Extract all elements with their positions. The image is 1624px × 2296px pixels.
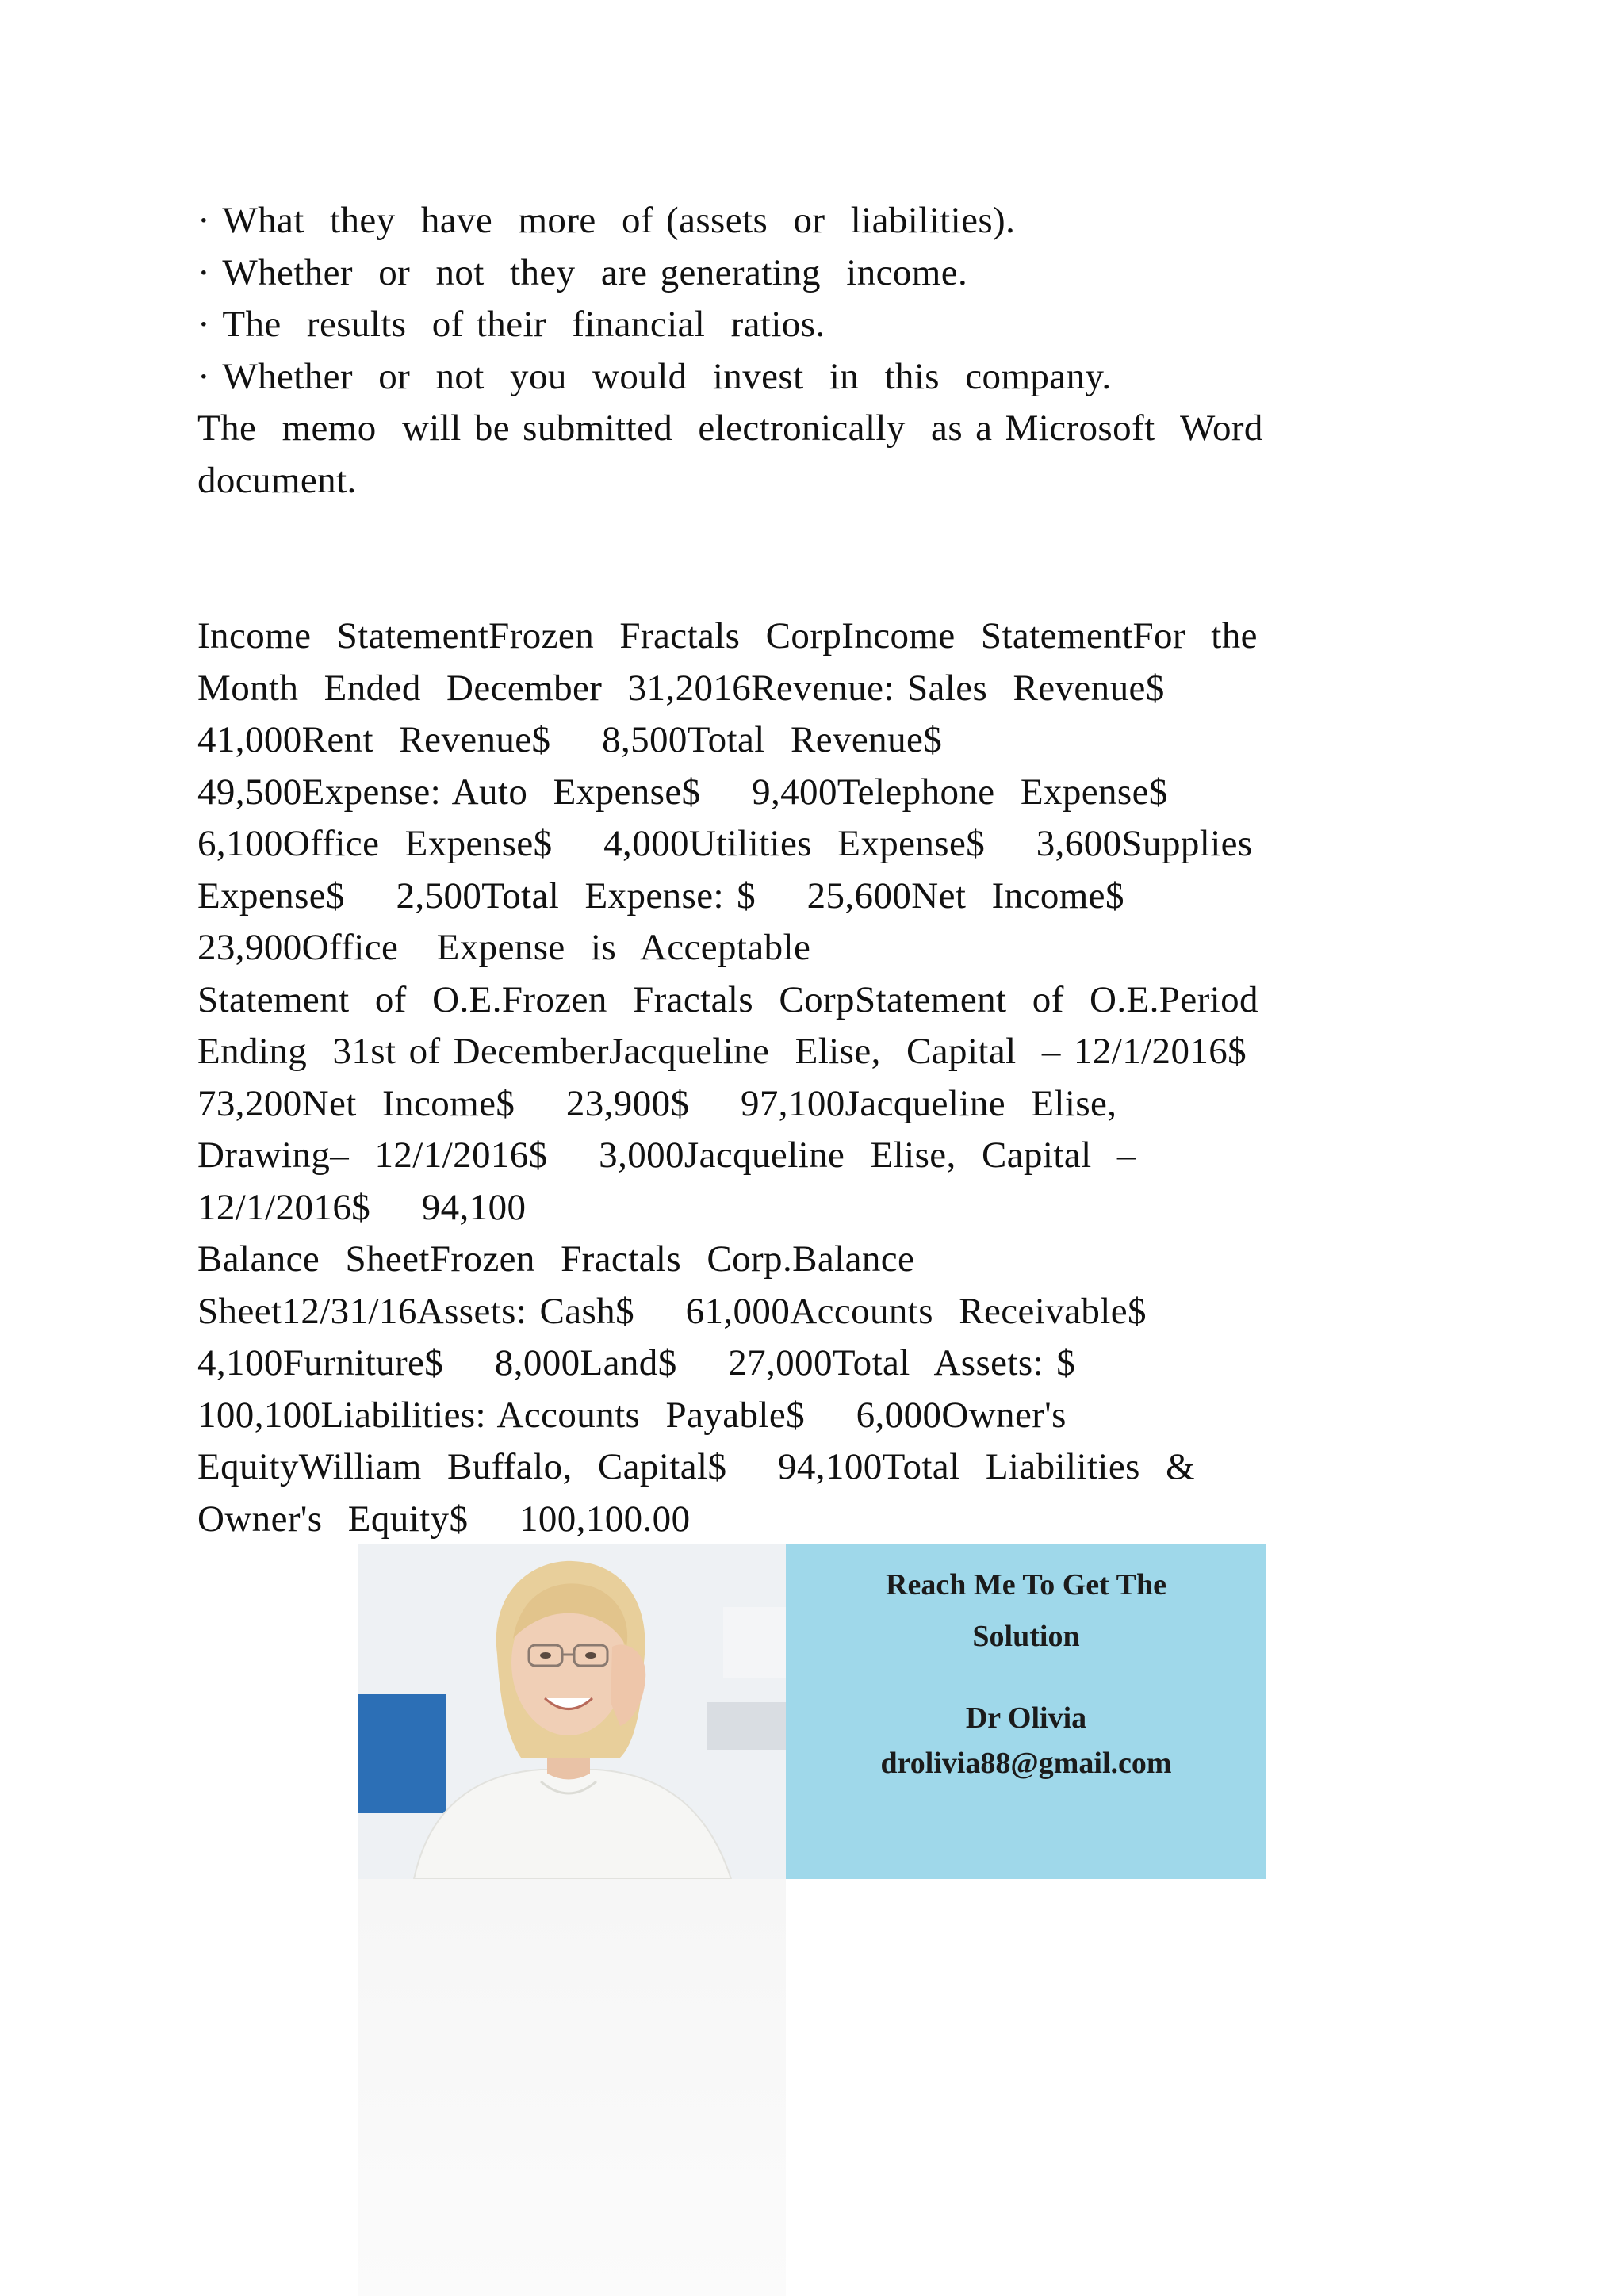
list-item: · Whether or not you would invest in this company. (197, 355, 1112, 397)
balance-sheet-line: 4,100Furniture$ 8,000Land$ 27,000Total Assets: $ (197, 1342, 1076, 1383)
balance-sheet-line: Balance SheetFrozen Fractals Corp.Balance (197, 1238, 915, 1280)
income-statement-line: 6,100Office Expense$ 4,000Utilities Expense$ 3,600Supplies (197, 823, 1253, 864)
income-statement-line: Month Ended December 31,2016Revenue: Sales Revenue$ (197, 667, 1165, 709)
faded-image-area (358, 1879, 786, 2296)
portrait-illustration (358, 1544, 786, 1879)
balance-sheet-line: Sheet12/31/16Assets: Cash$ 61,000Accounts Receivable$ (197, 1290, 1147, 1332)
balance-sheet-line: EquityWilliam Buffalo, Capital$ 94,100Total Liabilities & (197, 1446, 1196, 1487)
income-statement-line: 23,900Office Expense is Acceptable (197, 927, 811, 968)
contact-email[interactable]: drolivia88@gmail.com (880, 1747, 1172, 1780)
income-statement-line: 41,000Rent Revenue$ 8,500Total Revenue$ (197, 719, 943, 760)
owners-equity-line: 12/1/2016$ 94,100 (197, 1186, 527, 1228)
income-statement-line: 49,500Expense: Auto Expense$ 9,400Telephone Expense$ (197, 771, 1168, 813)
promo-headline: Reach Me To Get The (886, 1568, 1166, 1601)
owners-equity-line: Statement of O.E.Frozen Fractals CorpStatement of O.E.Period (197, 978, 1258, 1020)
owners-equity-line: Ending 31st of DecemberJacqueline Elise, Capital – 12/1/2016$ (197, 1031, 1247, 1072)
contact-panel (786, 1544, 1266, 1879)
income-statement-line: Expense$ 2,500Total Expense: $ 25,600Net Income$ (197, 874, 1124, 916)
income-statement-line: Income StatementFrozen Fractals CorpIncome StatementFor the (197, 615, 1258, 656)
balance-sheet-line: 100,100Liabilities: Accounts Payable$ 6,000Owner's (197, 1394, 1067, 1436)
requirements-list (197, 195, 1419, 507)
memo-instruction-line: The memo will be submitted electronically as a Microsoft Word (197, 408, 1263, 449)
memo-instruction-line: document. (197, 459, 357, 501)
list-item: · The results of their financial ratios. (197, 304, 825, 345)
contact-name: Dr Olivia (965, 1701, 1087, 1735)
financial-statements (197, 610, 1419, 1545)
balance-sheet-line: Owner's Equity$ 100,100.00 (197, 1498, 691, 1540)
list-item: · Whether or not they are generating income. (197, 251, 968, 293)
owners-equity-line: Drawing– 12/1/2016$ 3,000Jacqueline Elise, Capital – (197, 1135, 1136, 1176)
portrait-photo (358, 1544, 786, 1879)
promo-banner[interactable] (358, 1544, 1266, 1879)
promo-headline: Solution (972, 1620, 1080, 1653)
owners-equity-line: 73,200Net Income$ 23,900$ 97,100Jacqueline Elise, (197, 1082, 1117, 1124)
list-item: · What they have more of (assets or liabilities). (197, 200, 1016, 241)
